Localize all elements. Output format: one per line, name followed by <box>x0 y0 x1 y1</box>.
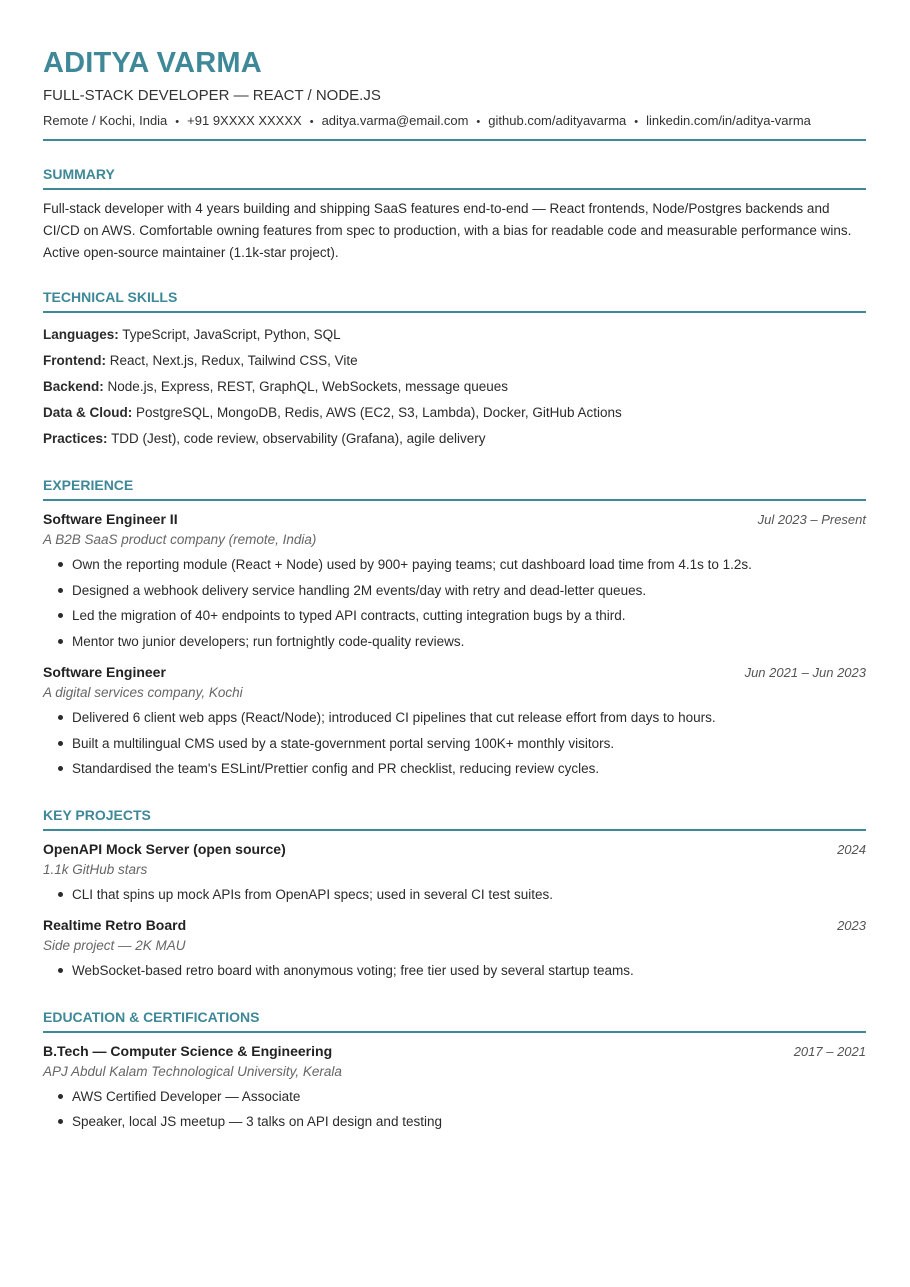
job-company: A digital services company, Kochi <box>43 685 243 700</box>
project-name: Realtime Retro Board <box>43 917 187 933</box>
education-entry <box>43 1041 866 1135</box>
contact-separator: • <box>309 116 314 128</box>
project-subtitle: Side project — 2K MAU <box>43 938 186 953</box>
certification-bullets <box>43 1084 866 1135</box>
bullet-item: Standardised the team's ESLint/Prettier config and PR checklist, reducing review cycles. <box>72 756 866 782</box>
bullet-item: Mentor two junior developers; run fortnightly code-quality reviews. <box>72 629 866 655</box>
skill-category: Data & Cloud: <box>43 405 133 420</box>
job-company: A B2B SaaS product company (remote, India) <box>43 532 317 547</box>
contact-separator: • <box>476 116 481 128</box>
contact-location: Remote / Kochi, India <box>43 113 168 128</box>
project-year: 2023 <box>837 918 866 933</box>
project-entry <box>43 915 866 984</box>
skill-row <box>43 374 866 400</box>
project-year: 2024 <box>837 841 866 857</box>
project-name: OpenAPI Mock Server (open source) <box>43 840 286 857</box>
project-bullets <box>43 882 866 908</box>
contact-separator: • <box>634 116 639 128</box>
contact-phone: +91 9XXXX XXXXX <box>187 113 302 128</box>
skill-category: Practices: <box>43 431 108 446</box>
degree-name: B.Tech — Computer Science & Engineering <box>43 1042 333 1059</box>
project-entry <box>43 839 866 908</box>
summary-text: Full-stack developer with 4 years building and shipping SaaS features end-to-end — React frontends, Node/Postgres backends and CI/CD on AWS. Comfortable owning features from spec to production, with a bias for readable code and measurable performance wins. Active open-source maintainer (1.1k-star project). <box>43 201 852 260</box>
candidate-name: ADITYA VARMA <box>43 47 262 79</box>
job-header <box>43 509 866 530</box>
job-bullets <box>43 705 866 782</box>
section-title: EDUCATION & CERTIFICATIONS <box>43 1008 866 1033</box>
header-divider <box>43 139 866 141</box>
contact-line <box>43 112 866 131</box>
bullet-item: Own the reporting module (React + Node) used by 900+ paying teams; cut dashboard load time from 4.1s to 1.2s. <box>72 552 866 578</box>
skill-items: TDD (Jest), code review, observability (Grafana), agile delivery <box>111 431 486 446</box>
candidate-headline: FULL-STACK DEVELOPER — REACT / NODE.JS <box>43 87 381 104</box>
bullet-item: Built a multilingual CMS used by a state-government portal serving 100K+ monthly visitors. <box>72 731 866 757</box>
education-section <box>43 1008 866 1135</box>
skill-row <box>43 348 866 374</box>
skill-items: Node.js, Express, REST, GraphQL, WebSockets, message queues <box>107 379 508 394</box>
skill-items: React, Next.js, Redux, Tailwind CSS, Vite <box>109 353 358 368</box>
section-title: KEY PROJECTS <box>43 806 866 831</box>
skill-items: PostgreSQL, MongoDB, Redis, AWS (EC2, S3, Lambda), Docker, GitHub Actions <box>136 405 622 420</box>
contact-separator: • <box>175 116 180 128</box>
bullet-item: Designed a webhook delivery service handling 2M events/day with retry and dead-letter queues. <box>72 578 866 604</box>
job-entry <box>43 662 866 782</box>
job-dates: Jul 2023 – Present <box>757 512 866 527</box>
bullet-item: AWS Certified Developer — Associate <box>72 1084 866 1110</box>
skill-row <box>43 322 866 348</box>
section-title: TECHNICAL SKILLS <box>43 288 866 313</box>
project-bullets <box>43 958 866 984</box>
bullet-item: CLI that spins up mock APIs from OpenAPI specs; used in several CI test suites. <box>72 882 866 908</box>
bullet-item: Delivered 6 client web apps (React/Node); introduced CI pipelines that cut release effort from days to hours. <box>72 705 866 731</box>
contact-github[interactable]: github.com/adityavarma <box>488 113 627 128</box>
projects-section <box>43 806 866 984</box>
experience-section <box>43 476 866 782</box>
job-role: Software Engineer II <box>43 511 178 527</box>
job-role: Software Engineer <box>43 664 166 680</box>
job-header <box>43 662 866 683</box>
section-title: EXPERIENCE <box>43 476 866 501</box>
job-dates: Jun 2021 – Jun 2023 <box>744 665 866 680</box>
school-name: APJ Abdul Kalam Technological University, Kerala <box>43 1063 342 1079</box>
resume-header <box>43 44 866 141</box>
skill-category: Frontend: <box>43 353 106 368</box>
contact-linkedin[interactable]: linkedin.com/in/aditya-varma <box>646 113 811 128</box>
skill-items: TypeScript, JavaScript, Python, SQL <box>122 327 341 342</box>
bullet-item: Led the migration of 40+ endpoints to typed API contracts, cutting integration bugs by a third. <box>72 603 866 629</box>
section-title: SUMMARY <box>43 165 866 190</box>
summary-section <box>43 165 866 264</box>
education-header <box>43 1041 866 1062</box>
job-bullets <box>43 552 866 654</box>
skill-row <box>43 426 866 452</box>
project-header <box>43 915 866 936</box>
skills-section <box>43 288 866 452</box>
job-entry <box>43 509 866 654</box>
bullet-item: WebSocket-based retro board with anonymous voting; free tier used by several startup teams. <box>72 958 866 984</box>
skills-list <box>43 322 866 452</box>
skill-category: Backend: <box>43 379 104 394</box>
skill-row <box>43 400 866 426</box>
contact-email[interactable]: aditya.varma@email.com <box>321 113 469 128</box>
bullet-item: Speaker, local JS meetup — 3 talks on API design and testing <box>72 1109 866 1135</box>
education-dates: 2017 – 2021 <box>793 1043 866 1059</box>
project-header <box>43 839 866 860</box>
skill-category: Languages: <box>43 327 119 342</box>
project-subtitle: 1.1k GitHub stars <box>43 861 148 877</box>
